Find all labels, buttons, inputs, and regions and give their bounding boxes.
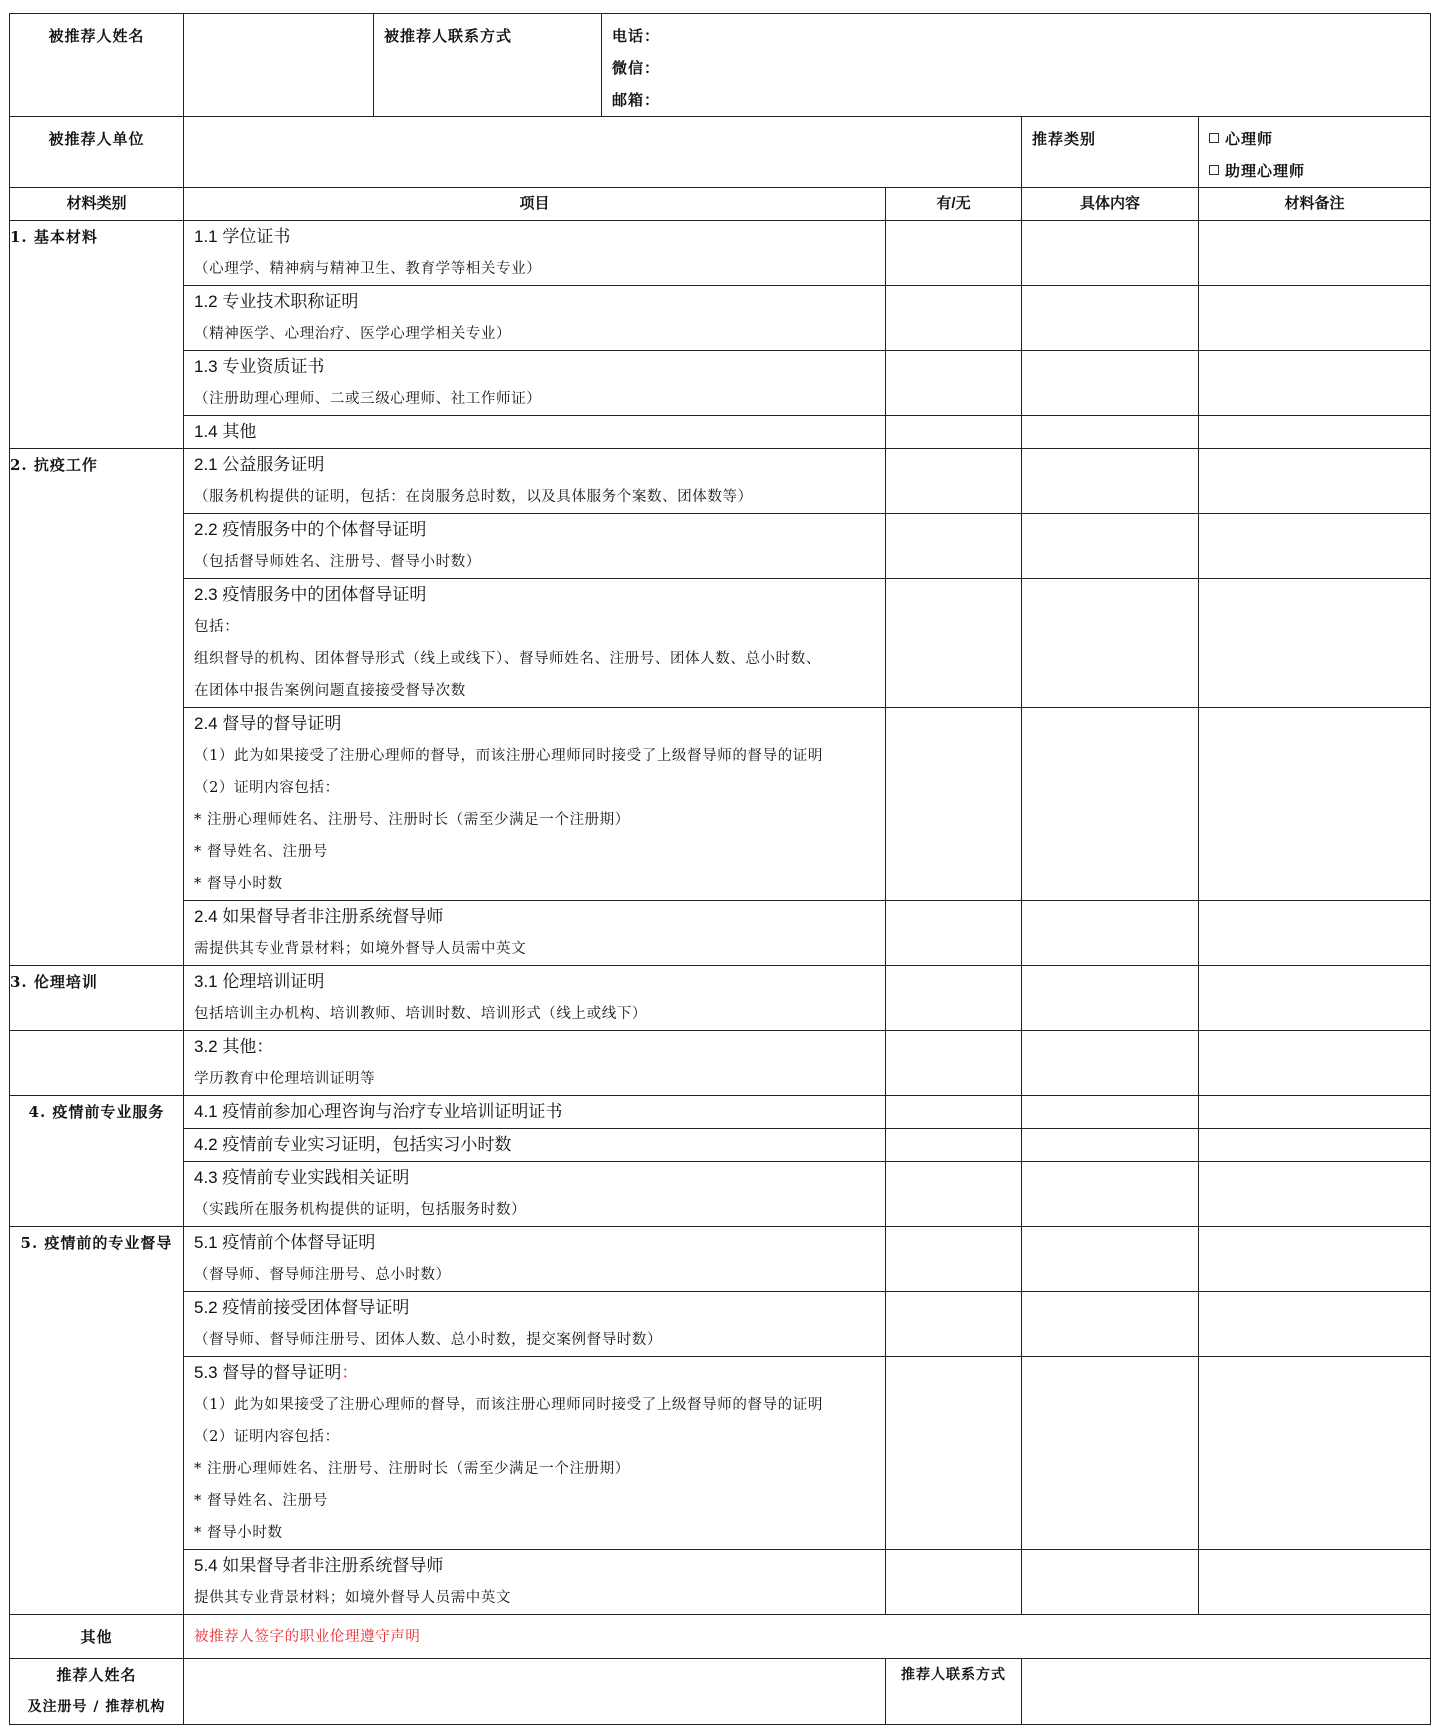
remark-cell[interactable]	[1199, 579, 1431, 708]
option-psychologist[interactable]	[1209, 123, 1430, 155]
content-cell[interactable]	[1022, 1550, 1199, 1615]
content-cell[interactable]	[1022, 1129, 1199, 1162]
content-cell[interactable]	[1022, 966, 1199, 1031]
other-content[interactable]	[184, 1615, 1431, 1659]
content-cell[interactable]	[1022, 221, 1199, 286]
content-cell[interactable]	[1022, 1227, 1199, 1292]
list-item: 5.1 疫情前个体督导证明 （督导师、督导师注册号、总小时数）	[184, 1227, 886, 1292]
content-cell[interactable]	[1022, 1162, 1199, 1227]
remark-cell[interactable]	[1199, 1162, 1431, 1227]
list-item: 2.4 如果督导者非注册系统督导师 需提供其专业背景材料；如境外督导人员需中英文	[184, 901, 886, 966]
has-cell[interactable]	[886, 1096, 1022, 1129]
recommender-contact-label: 推荐人联系方式	[886, 1659, 1022, 1725]
category-other: 其他	[10, 1615, 184, 1659]
list-item: 1.1 学位证书 （心理学、精神病与精神卫生、教育学等相关专业）	[184, 221, 886, 286]
remark-cell[interactable]	[1199, 901, 1431, 966]
content-cell[interactable]	[1022, 286, 1199, 351]
list-item: 1.4 其他	[184, 416, 886, 449]
option-assistant[interactable]	[1209, 155, 1430, 187]
remark-cell[interactable]	[1199, 221, 1431, 286]
nominee-contact-label: 被推荐人联系方式	[374, 14, 602, 117]
has-cell[interactable]	[886, 966, 1022, 1031]
checkbox-icon[interactable]	[1209, 133, 1219, 143]
col-content: 具体内容	[1022, 188, 1199, 221]
category-pre-epidemic-supervision: 5. 疫情前的专业督导	[10, 1227, 184, 1615]
col-remark: 材料备注	[1199, 188, 1431, 221]
remark-cell[interactable]	[1199, 1031, 1431, 1096]
nominee-name-field[interactable]	[184, 14, 374, 117]
has-cell[interactable]	[886, 708, 1022, 901]
remark-cell[interactable]	[1199, 1129, 1431, 1162]
recommend-category-label: 推荐类别	[1022, 117, 1199, 188]
content-cell[interactable]	[1022, 449, 1199, 514]
remark-cell[interactable]	[1199, 1357, 1431, 1550]
phone-label: 电话：	[612, 27, 661, 45]
has-cell[interactable]	[886, 579, 1022, 708]
has-cell[interactable]	[886, 221, 1022, 286]
checkbox-icon[interactable]	[1209, 165, 1219, 175]
list-item: 4.3 疫情前专业实践相关证明 （实践所在服务机构提供的证明，包括服务时数）	[184, 1162, 886, 1227]
remark-cell[interactable]	[1199, 449, 1431, 514]
content-cell[interactable]	[1022, 579, 1199, 708]
recommend-category-options	[1199, 117, 1431, 188]
remark-cell[interactable]	[1199, 966, 1431, 1031]
has-cell[interactable]	[886, 416, 1022, 449]
list-item: 4.1 疫情前参加心理咨询与治疗专业培训证明证书	[184, 1096, 886, 1129]
nominee-name-label: 被推荐人姓名	[10, 14, 184, 117]
has-cell[interactable]	[886, 1550, 1022, 1615]
col-item: 项目	[184, 188, 886, 221]
remark-cell[interactable]	[1199, 1292, 1431, 1357]
list-item: 3.1 伦理培训证明 包括培训主办机构、培训教师、培训时数、培训形式（线上或线下）	[184, 966, 886, 1031]
content-cell[interactable]	[1022, 1292, 1199, 1357]
content-cell[interactable]	[1022, 901, 1199, 966]
has-cell[interactable]	[886, 1129, 1022, 1162]
has-cell[interactable]	[886, 1357, 1022, 1550]
has-cell[interactable]	[886, 1031, 1022, 1096]
content-cell[interactable]	[1022, 1031, 1199, 1096]
has-cell[interactable]	[886, 1227, 1022, 1292]
has-cell[interactable]	[886, 286, 1022, 351]
list-item: 1.2 专业技术职称证明 （精神医学、心理治疗、医学心理学相关专业）	[184, 286, 886, 351]
has-cell[interactable]	[886, 514, 1022, 579]
has-cell[interactable]	[886, 1292, 1022, 1357]
category-anti-epidemic: 2. 抗疫工作	[10, 449, 184, 966]
list-item: 5.2 疫情前接受团体督导证明 （督导师、督导师注册号、团体人数、总小时数，提交案例督导时数）	[184, 1292, 886, 1357]
list-item: 2.2 疫情服务中的个体督导证明 （包括督导师姓名、注册号、督导小时数）	[184, 514, 886, 579]
col-material-category: 材料类别	[10, 188, 184, 221]
recommender-name-label: 推荐人姓名 及注册号 / 推荐机构	[10, 1659, 184, 1725]
recommendation-form-table	[9, 13, 1431, 1725]
ethics-statement-text: 被推荐人签字的职业伦理遵守声明	[194, 1628, 421, 1645]
list-item: 5.3 督导的督导证明： （1）此为如果接受了注册心理师的督导，而该注册心理师同时接受了上级督导师的督导的证明 （2）证明内容包括： * 注册心理师姓名、注册号、注册时长（需至少满足一个注册期） * 督导姓名、注册号 * 督导小时数	[184, 1357, 886, 1550]
content-cell[interactable]	[1022, 1096, 1199, 1129]
content-cell[interactable]	[1022, 708, 1199, 901]
has-cell[interactable]	[886, 1162, 1022, 1227]
has-cell[interactable]	[886, 351, 1022, 416]
remark-cell[interactable]	[1199, 514, 1431, 579]
option-assistant-label: 助理心理师	[1225, 162, 1306, 180]
category-empty-cell	[10, 1031, 184, 1096]
remark-cell[interactable]	[1199, 286, 1431, 351]
email-label: 邮箱：	[612, 91, 661, 109]
remark-cell[interactable]	[1199, 1550, 1431, 1615]
list-item: 2.1 公益服务证明 （服务机构提供的证明，包括：在岗服务总时数，以及具体服务个案数、团体数等）	[184, 449, 886, 514]
remark-cell[interactable]	[1199, 1227, 1431, 1292]
remark-cell[interactable]	[1199, 1096, 1431, 1129]
list-item: 2.4 督导的督导证明 （1）此为如果接受了注册心理师的督导，而该注册心理师同时接受了上级督导师的督导的证明 （2）证明内容包括： * 注册心理师姓名、注册号、注册时长（需至少满足一个注册期） * 督导姓名、注册号 * 督导小时数	[184, 708, 886, 901]
list-item: 2.3 疫情服务中的团体督导证明 包括： 组织督导的机构、团体督导形式（线上或线下）、督导师姓名、注册号、团体人数、总小时数、 在团体中报告案例问题直接接受督导次数	[184, 579, 886, 708]
has-cell[interactable]	[886, 449, 1022, 514]
content-cell[interactable]	[1022, 416, 1199, 449]
content-cell[interactable]	[1022, 514, 1199, 579]
has-cell[interactable]	[886, 901, 1022, 966]
nominee-unit-field[interactable]	[184, 117, 1022, 188]
col-has: 有/无	[886, 188, 1022, 221]
nominee-unit-label: 被推荐人单位	[10, 117, 184, 188]
category-pre-epidemic-service: 4. 疫情前专业服务	[10, 1096, 184, 1227]
list-item: 5.4 如果督导者非注册系统督导师 提供其专业背景材料；如境外督导人员需中英文	[184, 1550, 886, 1615]
remark-cell[interactable]	[1199, 416, 1431, 449]
remark-cell[interactable]	[1199, 351, 1431, 416]
content-cell[interactable]	[1022, 1357, 1199, 1550]
remark-cell[interactable]	[1199, 708, 1431, 901]
option-psychologist-label: 心理师	[1225, 130, 1274, 148]
list-item: 4.2 疫情前专业实习证明，包括实习小时数	[184, 1129, 886, 1162]
nominee-contact-field[interactable]	[602, 14, 1431, 117]
list-item: 3.2 其他： 学历教育中伦理培训证明等	[184, 1031, 886, 1096]
category-basic: 1. 基本材料	[10, 221, 184, 449]
list-item: 1.3 专业资质证书 （注册助理心理师、二或三级心理师、社工作师证）	[184, 351, 886, 416]
category-ethics-training: 3. 伦理培训	[10, 966, 184, 1031]
wechat-label: 微信：	[612, 59, 661, 77]
content-cell[interactable]	[1022, 351, 1199, 416]
